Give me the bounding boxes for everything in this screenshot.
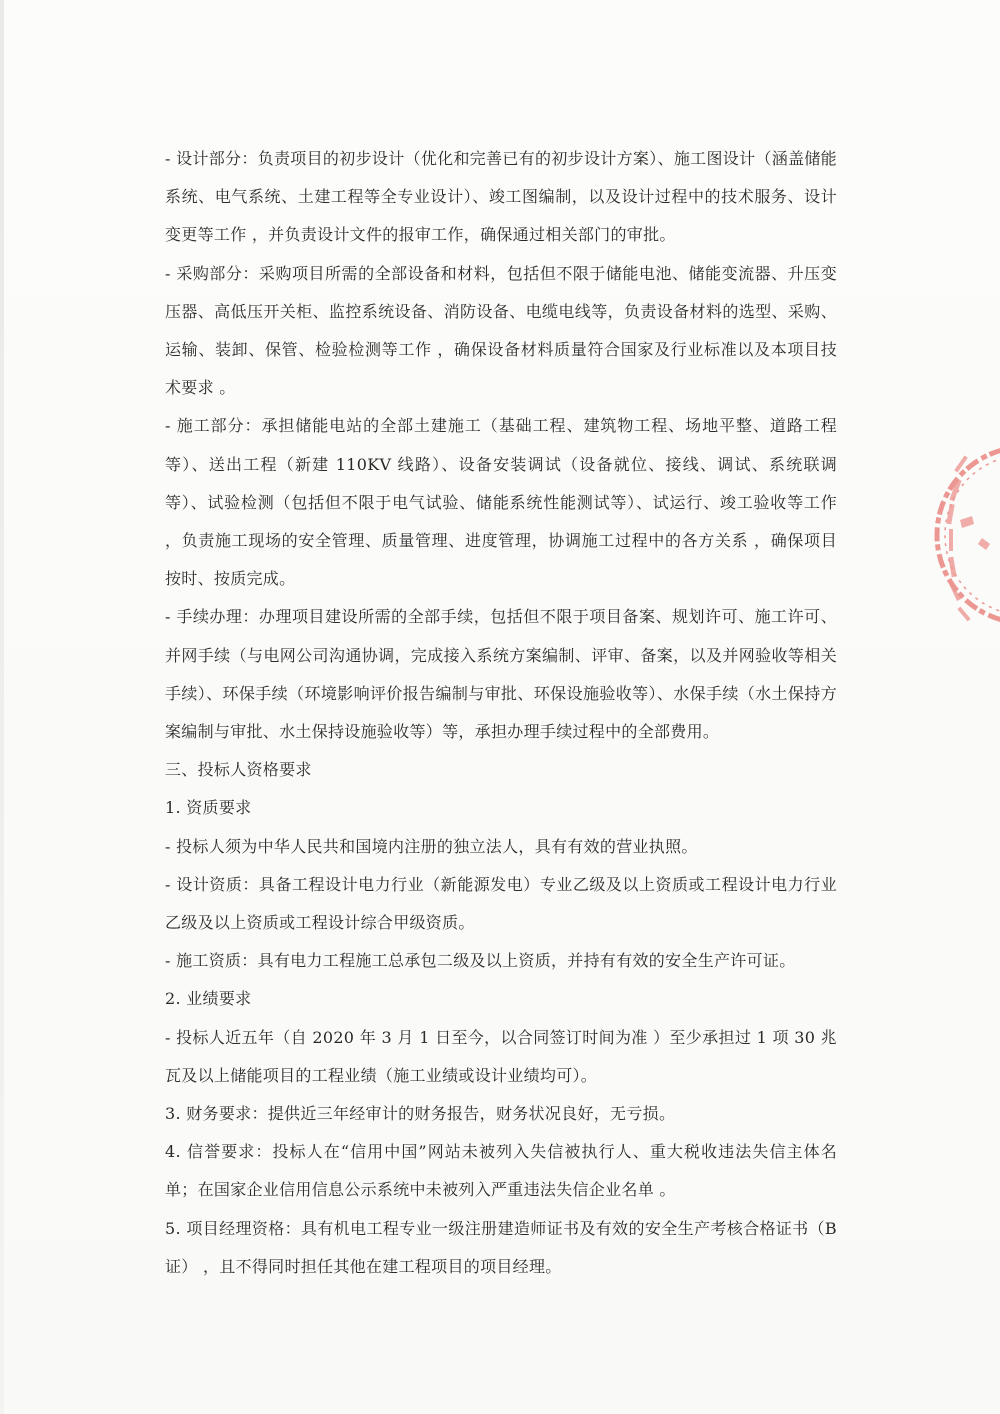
paragraph-financial: 3. 财务要求：提供近三年经审计的财务报告，财务状况良好，无亏损。 bbox=[165, 1104, 676, 1124]
paragraph-construction: - 施工部分：承担储能电站的全部土建施工（基础工程、建筑物工程、场地平整、道路工程等）、送出工程（新建 110KV 线路）、设备安装调试（设备就位、接线、调试、系统联调等）、试验检测（包括但不限于电气试验、储能系统性能测试等）、试运行、竣工验收等工作 ，负责施工现场的安全管理、质量管理、进度管理，协调施工过程中的各方关系 ，确保项目按时、按质完成。 bbox=[165, 416, 837, 589]
subheading-qualification: 1. 资质要求 bbox=[165, 798, 252, 818]
document-body bbox=[165, 140, 837, 1286]
paragraph-credit: 4. 信誉要求：投标人在“信用中国”网站未被列入失信被执行人、重大税收违法失信主体名单；在国家企业信用信息公示系统中未被列入严重违法失信企业名单 。 bbox=[165, 1142, 837, 1200]
paragraph-legal-entity: - 投标人须为中华人民共和国境内注册的独立法人，具有有效的营业执照。 bbox=[165, 836, 698, 856]
paragraph-procedures: - 手续办理：办理项目建设所需的全部手续，包括但不限于项目备案、规划许可、施工许可、并网手续（与电网公司沟通协调，完成接入系统方案编制、评审、备案，以及并网验收等相关手续）、环保手续（环境影响评价报告编制与审批、环保设施验收等）、水保手续（水土保持方案编制与审批、水土保持设施验收等）等，承担办理手续过程中的全部费用。 bbox=[165, 607, 837, 742]
section-heading-qualifications: 三、投标人资格要求 bbox=[165, 760, 312, 780]
paragraph-construction-qualification: - 施工资质：具有电力工程施工总承包二级及以上资质，并持有有效的安全生产许可证。 bbox=[165, 951, 796, 971]
paragraph-procurement: - 采购部分：采购项目所需的全部设备和材料，包括但不限于储能电池、储能变流器、升压变压器、高低压开关柜、监控系统设备、消防设备、电缆电线等，负责设备材料的选型、采购、运输、装卸、保管、检验检测等工作 ，确保设备材料质量符合国家及行业标准以及本项目技术要求 。 bbox=[165, 263, 837, 398]
paragraph-performance: - 投标人近五年（自 2020 年 3 月 1 日至今，以合同签订时间为准 ）至少承担过 1 项 30 兆瓦及以上储能项目的工程业绩（施工业绩或设计业绩均可）。 bbox=[165, 1027, 837, 1085]
paragraph-project-manager: 5. 项目经理资格：具有机电工程专业一级注册建造师证书及有效的安全生产考核合格证书（B 证） ，且不得同时担任其他在建工程项目的项目经理。 bbox=[165, 1218, 837, 1276]
subheading-performance: 2. 业绩要求 bbox=[165, 989, 252, 1009]
scan-edge bbox=[0, 0, 4, 1414]
official-seal-stamp bbox=[930, 420, 1000, 650]
paragraph-design: - 设计部分：负责项目的初步设计（优化和完善已有的初步设计方案）、施工图设计（涵盖储能系统、电气系统、土建工程等全专业设计）、竣工图编制，以及设计过程中的技术服务、设计变更等工作 ，并负责设计文件的报审工作，确保通过相关部门的审批。 bbox=[165, 149, 837, 245]
paragraph-design-qualification: - 设计资质：具备工程设计电力行业（新能源发电）专业乙级及以上资质或工程设计电力行业乙级及以上资质或工程设计综合甲级资质。 bbox=[165, 874, 837, 933]
